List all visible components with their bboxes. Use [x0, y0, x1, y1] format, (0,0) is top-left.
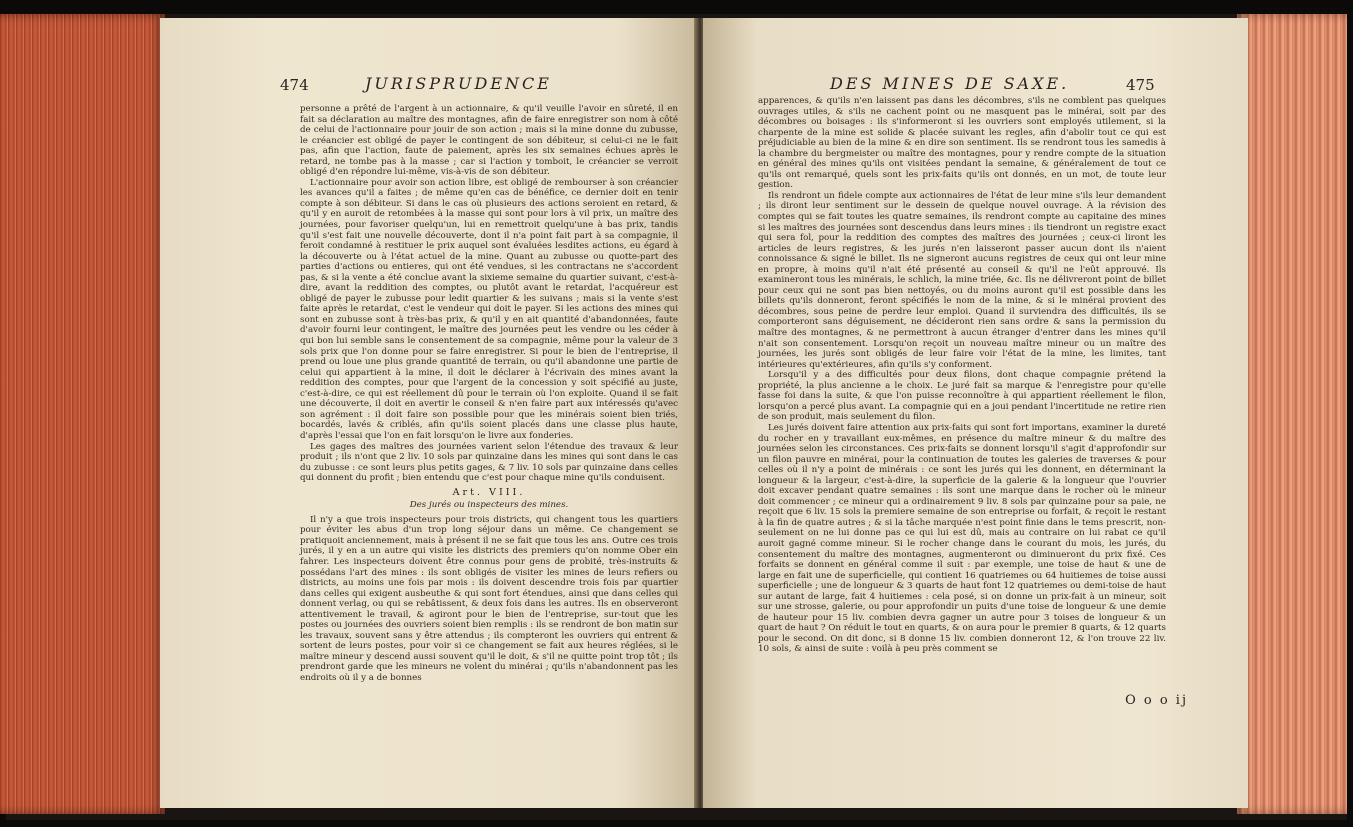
paragraph: L'actionnaire pour avoir son action libre, est obligé de rembourser à son créancier les avances qu'il a faites ; de même qu'en cas de bénéfice, ce dernier doit en tenir compte à son débiteur. Si dans le cas où plusieurs des actions seroient en retard, & qu'il y en auroit de retombées à la masse qui sont pour lors à vil prix, un maître des journées, pour favoriser quelqu'un, lui en remettroit quelqu'une à bas prix, tandis qu'il s'est fait une nouvelle découverte, dont il n'a point fait part à sa compagnie, il feroit condamné à restituer le prix auquel sont évaluées lesdites actions, eu égard à la découverte ou à l'état actuel de la mine. Quant au zubusse ou quotte-part des parties d'actions ou entieres, qui ont été vendues, si les contractans ne s'accordent pas, & si la vente a été conclue avant la sixieme semaine du quartier suivant, c'est-à-dire, avant la reddition des comptes, ou plutôt avant le retardat, l'acquéreur est obligé de payer le zubusse pour ledit quartier & les suivans ; mais si la vente s'est faite après le retardat, c'est le vendeur qui doit le payer. Si les actions des mines qui sont en zubusse sont à très-bas prix, & qu'il y en ait quantité d'abandonnées, faute d'avoir fourni leur contingent, le maître des journées peut les vendre ou les céder à qui bon lui semble sans le consentement de sa compagnie, même pour la valeur de 3 sols prix que l'on donne pour se faire enregistrer. Si pour le bien de l'entreprise, il prend ou loue une plus grande quantité de terrain, ou qu'il abandonne une partie de celui qui appartient à la mine, il doit le déclarer à l'écrivain des mines avant la reddition des comptes, pour que l'argent de la concession y soit spécifié au juste, c'est-à-dire, ce qui est réellement dû pour le terrain où l'on exploite. Quand il se fait une découverte, il doit en avertir le conseil & n'en faire part aux intéressés qu'avec son agrément : il doit faire son possible pour que les minérais soient bien triés, bocardés, lavés & criblés, afin qu'ils soient placés dans une classe plus haute, d'après l'essai que l'on en fait lorsqu'on le livre aux fonderies. — [300, 177, 678, 441]
running-head: JURISPRUDENCE — [365, 74, 552, 93]
running-head: DES MINES DE SAXE. — [830, 74, 1070, 93]
left-page-edges — [0, 14, 165, 814]
article-title: Art. VIII. — [452, 486, 526, 498]
left-body — [300, 104, 678, 684]
right-body — [758, 96, 1166, 655]
paragraph: Les jurés doivent faire attention aux prix-faits qui sont fort importans, examiner la dureté du rocher en y travaillant eux-mêmes, en présence du maître mineur & du maître des journées selon les circonstances. Ces prix-faits se donnent lorsqu'il s'agit d'approfondir sur un filon pauvre en minérai, pour la continuation de toutes les galeries de traverses & pour celles où il n'y a point de minérais : ce sont les jurés qui les donnent, en déterminant la longueur & la largeur, c'est-à-dire, la superficie de la galerie & la longueur que l'ouvrier doit excaver pendant quatre semaines : ils sont une marque dans le rocher où le mineur doit commencer ; ce mineur qui a ordinairement 9 liv. 8 sols par quinzaine pour sa paie, ne reçoit que 6 liv. 15 sols la premiere semaine de son entreprise ou forfait, & reçoit le restant à la fin de quatre autres ; & si la tâche marquée n'est point finie dans le tems prescrit, non-seulement on ne lui donne pas ce qui lui est dû, mais au contraire on lui rabat ce qu'il auroit gagné comme mineur. Si le rocher change dans le courant du mois, les jurés, du consentement du maître des montagnes, augmenteront ou diminueront du prix fixé. Ces forfaits se donnent en général comme il suit : par exemple, une toise de haut & une de large en fait une de superficielle, qui contient 16 quatriemes ou 64 huitiemes de toise aussi superficielle ; une de longueur & 3 quarts de haut font 12 quatriemes ou demi-toise de haut sur autant de large, fait 4 huitiemes : cela posé, si on donne un prix-fait à un mineur, soit sur une strosse, galerie, ou pour approfondir un puits d'une toise de longueur & une demie de hauteur pour 15 liv. combien devra gagner un autre pour 3 toises de longueur & un quart de haut ? On réduit le tout en quarts, & on aura pour le premier 8 quarts, & 12 quarts pour le second. On dit donc, si 8 donne 15 liv. combien donneront 12, & l'on trouve 22 liv. 10 sols, & ainsi de suite : voilà à peu près comment se — [758, 422, 1166, 655]
page-number: 474 — [280, 76, 309, 94]
paragraph: personne a prêté de l'argent à un actionnaire, & qu'il veuille l'avoir en sûreté, il en fait sa déclaration au maître des montagnes, afin de faire enregistrer son nom à côté de celui de l'actionnaire pour jouir de son action ; mais si la mine donne du zubusse, le créancier est obligé de payer le contingent de son débiteur, si celui-ci ne le fait pas, afin que l'action, faute de paiement, après les six semaines échues après le retard, ne tombe pas à la masse ; car si l'action y tomboit, le créancier se verroit obligé d'en répondre lui-même, vis-à-vis de son débiteur. — [300, 104, 678, 178]
paragraph: Les gages des maîtres des journées varient selon l'étendue des travaux & leur produit ; ils n'ont que 2 liv. 10 sols par quinzaine dans les mines qui sont dans le cas du zubusse : ce sont leurs plus petits gages, & 7 liv. 10 sols par quinzaine dans celles qui donnent du profit ; bien entendu que c'est pour chaque mine qu'ils conduisent. — [300, 441, 678, 484]
paragraph: apparences, & qu'ils n'en laissent pas dans les décombres, s'ils ne comblent pas quelques ouvrages utiles, & s'ils ne cachent point ou ne masquent pas le minérai, soit par des décombres ou boisages : ils s'informeront si les ouvriers sont employés utilement, si la charpente de la mine est solide & placée suivant les regles, afin d'abolir tout ce qui est préjudiciable au bien de la mine & en dire son sentiment. Ils se rendront tous les samedis à la chambre du bergmeister ou maître des montagnes, pour y rendre compte de la situation en général des mines qu'ils ont visitées pendant la semaine, & généralement de tout ce qu'ils ont remarqué, quels sont les prix-faits qu'ils ont donnés, en un mot, de toute leur gestion. — [758, 96, 1166, 191]
left-page — [160, 18, 697, 808]
right-page — [703, 18, 1248, 808]
right-page-edges — [1237, 14, 1347, 814]
paragraph: Lorsqu'il y a des difficultés pour deux filons, dont chaque compagnie prétend la propriété, la plus ancienne a le choix. Le juré fait sa marque & l'enregistre pour qu'elle fasse foi dans la suite, & que l'on puisse reconnoître à qui appartient réellement le filon, lorsqu'on a percé plus avant. La compagnie qui en a joui pendant l'incertitude ne retire rien de son produit, mais seulement du filon. — [758, 370, 1166, 423]
page-number: 475 — [1126, 76, 1155, 94]
signature-mark: O o o ij — [1125, 693, 1188, 708]
paragraph: Il n'y a que trois inspecteurs pour trois districts, qui changent tous les quartiers pour éviter les abus d'un trop long séjour dans un même. Ce changement se pratiquoit anciennement, mais à présent il ne se fait que tous les ans. Outre ces trois jurés, il y en a un autre qui visite les districts des premiers qu'on nomme Ober ein fahrer. Les inspecteurs doivent être connus pour gens de probité, très-instruits & possédans l'art des mines : ils sont obligés de visiter les mines de leurs refiers ou districts, au moins une fois par mois : ils doivent descendre trois fois par quartier dans celles qui exigent ausbeuthe & qui sont fort étendues, ainsi que dans celles qui donnent verlag, ou qui se rebâtissent, & deux fois dans les autres. Ils en observeront attentivement le travail, & agiront pour le bien de l'entreprise, sur-tout que les postes ou journées des ouvriers soient bien remplis : ils se rendront de bon matin sur les travaux, souvent sans y être attendus ; ils compteront les ouvriers qui entrent & sortent de leurs postes, pour voir si ce changement se fait aux heures réglées, si le maître mineur y descend aussi souvent qu'il le doit, & s'il ne quitte point trop tôt ; ils prendront garde que les mineurs ne volent du minérai ; qu'ils n'abandonnent pas les endroits où il y a de bonnes — [300, 514, 678, 683]
article-subtitle: Des jurés ou inspecteurs des mines. — [409, 500, 569, 511]
paragraph: Ils rendront un fidele compte aux actionnaires de l'état de leur mine s'ils leur demandent ; ils diront leur sentiment sur le dessein de quelque nouvel ouvrage. À la révision des comptes qui se fait toutes les quatre semaines, ils rendront compte au capitaine des mines si les maîtres des journées sont descendus dans leurs mines : ils tiendront un registre exact qui sera fol, pour la reddition des comptes des maîtres des journées ; ceux-ci liront les articles de leurs registres, & les jurés n'en laisseront passer aucun dont ils n'aient connoissance & signé le billet. Ils ne signeront aucuns registres de ceux qui ont leur mine en propre, à moins qu'il n'ait été présenté au conseil & qu'il ne l'eût approuvé. Ils examineront tous les minérais, le schlich, la mine triée, &c. Ils ne délivreront point de billet pour ceux qui ne sont pas bien nettoyés, ou du moins auront qu'il est possible dans les billets qu'ils donneront, feront spécifiés le nom de la mine, & si le minérai provient des décombres, sous peine de perdre leur emploi. Quand il surviendra des difficultés, ils se comporteront sans déguisement, ne décideront rien sans ordre & sans la permission du maître des montagnes, & ne permettront à aucun étranger d'entrer dans les mines qu'il n'ait son consentement. Lorsqu'on reçoit un nouveau maître mineur ou un maître des journées, les jurés sont obligés de leur faire voir l'état de la mine, les limites, tant intérieures qu'extérieures, afin qu'ils s'y conforment. — [758, 190, 1166, 370]
